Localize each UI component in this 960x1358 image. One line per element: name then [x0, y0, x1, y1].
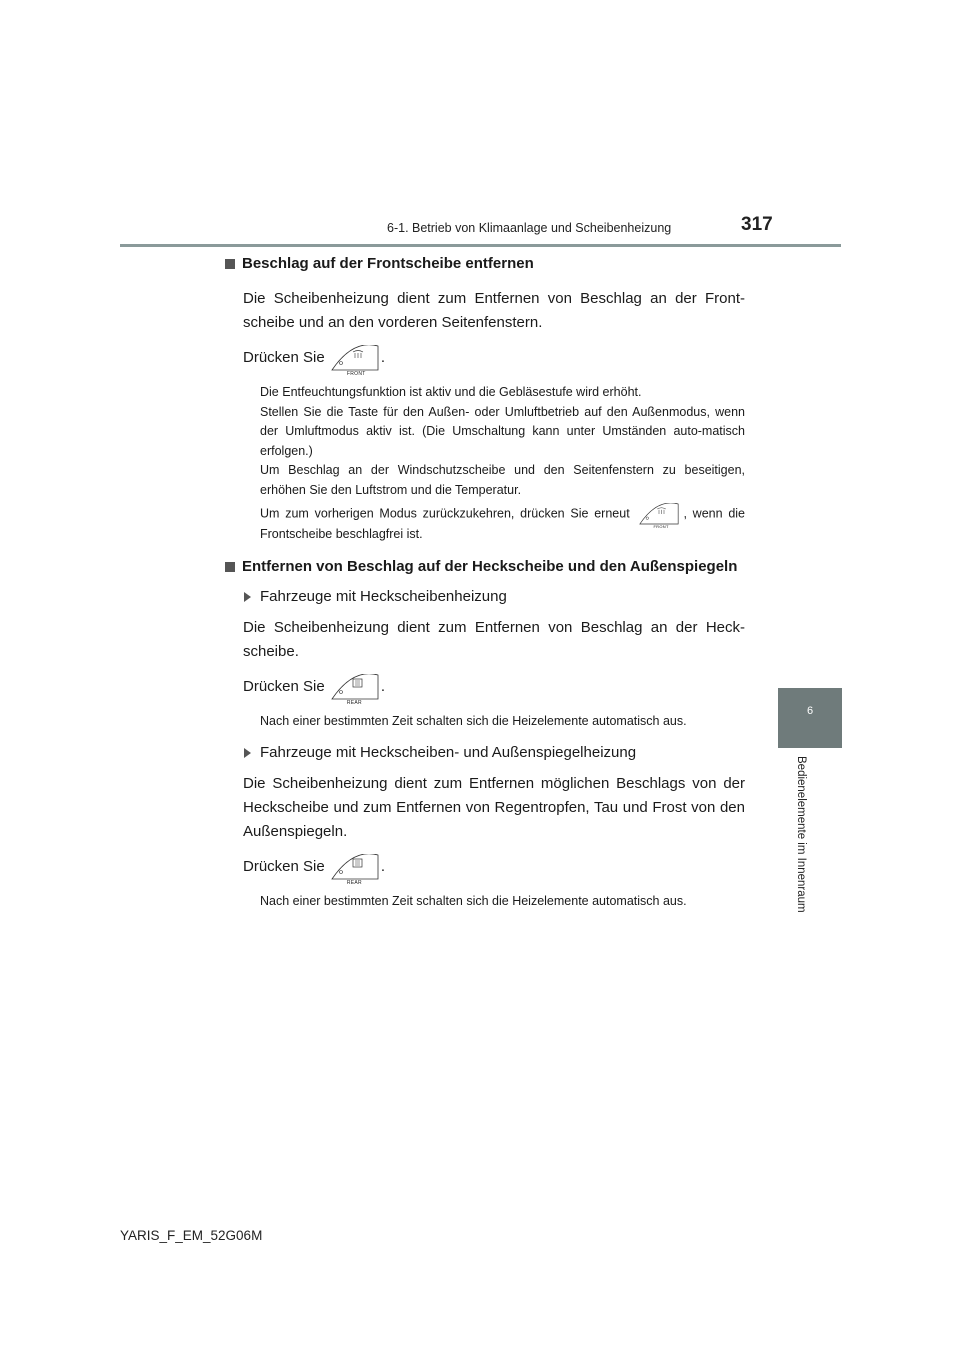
rear-mirror-defogger-button-icon [331, 854, 379, 886]
footer-code: YARIS_F_EM_52G06M [120, 1228, 263, 1243]
section1-notes [225, 383, 745, 545]
section1-heading: Beschlag auf der Frontscheibe entfernen [225, 252, 745, 276]
rear-button-label-2: REAR [346, 880, 362, 886]
chapter-side-label-text: Bedienelemente im Innenraum [795, 756, 807, 913]
rear-button-label: REAR [346, 699, 362, 706]
section1-press-prefix: Drücken Sie [243, 348, 325, 366]
section2-heading: Entfernen von Beschlag auf der Heckscheibe und den Außenspiegeln [225, 555, 745, 579]
section1-note2: Stellen Sie die Taste für den Außen- oder Umluftbetrieb auf den Außenmodus, wenn der Umluftmodus aktiv ist. (Die Umschaltung kann unter Umständen auto-matisch erfolgen.) [260, 404, 745, 458]
sub2-note: Nach einer bestimmten Zeit schalten sich die Heizelemente automatisch aus. [260, 894, 687, 908]
chapter-tab-number: 6 [806, 705, 814, 717]
section1-text: Die Scheibenheizung dient zum Entfernen von Beschlag an der Front-scheibe und an den vorderen Seitenfenstern. [243, 290, 745, 331]
chapter-tab [778, 688, 842, 748]
rear-defogger-button-icon [331, 674, 379, 706]
header-rule [120, 244, 841, 247]
front-defroster-button-icon-small [639, 503, 679, 529]
section1-note4-prefix: Um zum vorherigen Modus zurückzukehren, drücken Sie erneut [260, 506, 630, 521]
sub2-title: Fahrzeuge mit Heckscheiben- und Außenspiegelheizung [225, 741, 745, 765]
section1-note1: Die Entfeuchtungsfunktion ist aktiv und die Gebläsestufe wird erhöht. [260, 385, 642, 399]
sub2-text: Die Scheibenheizung dient zum Entfernen möglichen Beschlags von der Heckscheibe und zum Entfernen von Regentropfen, Tau und Frost von den Außenspiegeln. [243, 775, 745, 840]
section1-note3: Um Beschlag an der Windschutzscheibe und den Seitenfenstern zu beseitigen, erhöhen Sie den Luftstrom und die Temperatur. [260, 463, 745, 497]
section1-press-suffix: . [380, 348, 386, 366]
chapter-side-label [793, 756, 807, 936]
sub2-press [225, 854, 745, 886]
sub2-press-prefix: Drücken Sie [243, 857, 325, 875]
page-number: 317 [741, 214, 773, 235]
sub1-press-prefix: Drücken Sie [243, 677, 325, 695]
content [225, 252, 745, 912]
section1-note4-suffix: , wenn die Frontscheibe beschlagfrei ist. [260, 506, 745, 541]
section1-note4 [225, 503, 745, 545]
sub2-press-suffix: . [380, 857, 386, 875]
section1-press [225, 345, 745, 377]
sub1-press-suffix: . [380, 677, 386, 695]
sub1-note: Nach einer bestimmten Zeit schalten sich die Heizelemente automatisch aus. [260, 713, 687, 728]
sub1-text: Die Scheibenheizung dient zum Entfernen von Beschlag an der Heck-scheibe. [243, 618, 745, 660]
header-section-title: 6-1. Betrieb von Klimaanlage und Scheibenheizung [387, 221, 672, 235]
front-button-label: FRONT [346, 371, 366, 377]
sub1-press [225, 674, 745, 706]
front-defroster-button-icon [331, 345, 379, 377]
front-button-label-small: FRONT [653, 524, 669, 529]
sub1-title: Fahrzeuge mit Heckscheibenheizung [225, 585, 745, 609]
